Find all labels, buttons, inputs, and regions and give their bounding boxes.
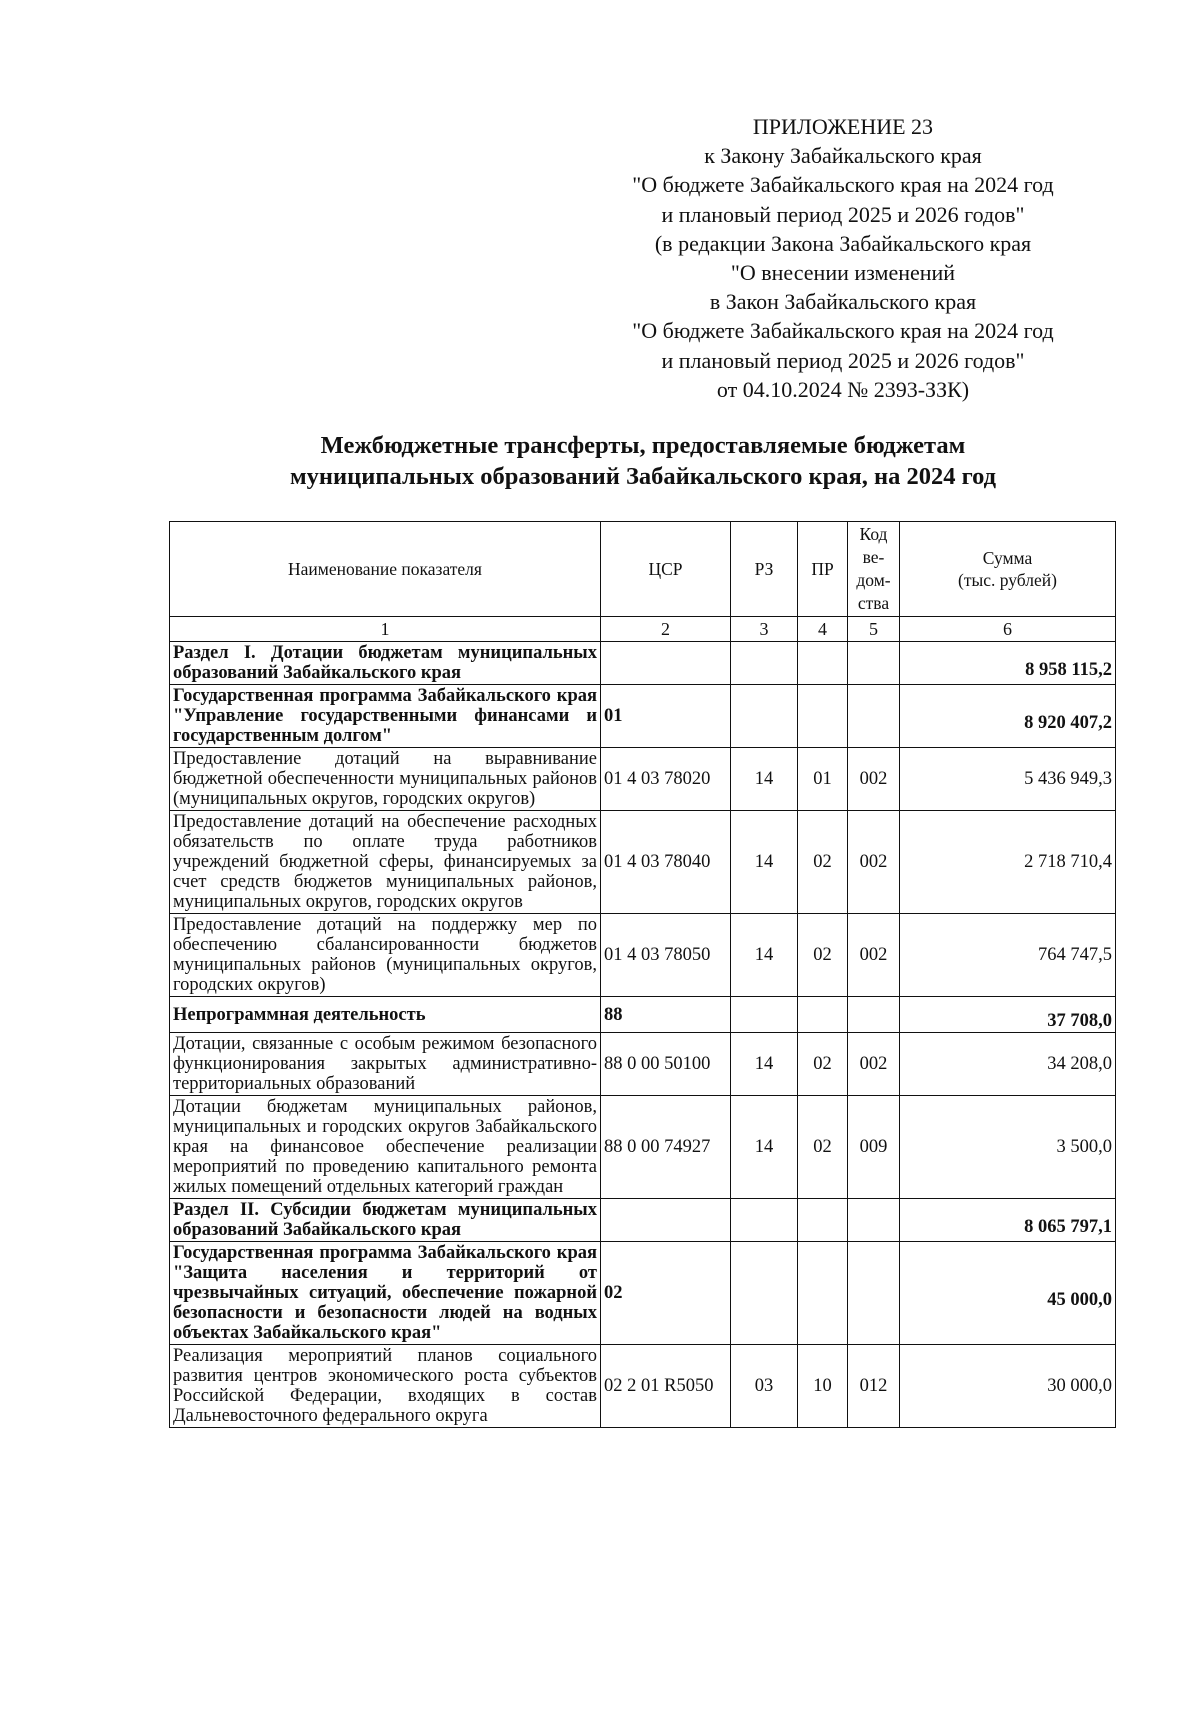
row-rz (731, 1242, 798, 1345)
row-sum: 8 065 797,1 (900, 1199, 1116, 1242)
row-ved: 012 (848, 1345, 900, 1428)
row-pr: 10 (798, 1345, 848, 1428)
row-csr: 02 (601, 1242, 731, 1345)
table-row (170, 914, 1116, 997)
row-csr: 02 2 01 R5050 (601, 1345, 731, 1428)
row-csr: 01 4 03 78040 (601, 811, 731, 914)
column-number: 3 (731, 617, 798, 642)
header-sum (900, 522, 1116, 617)
appendix-line: от 04.10.2024 № 2393-ЗЗК) (716, 376, 970, 402)
row-ved (848, 1199, 900, 1242)
column-number: 5 (848, 617, 900, 642)
row-name: Непрограммная деятельность (170, 997, 601, 1033)
row-name: Предоставление дотаций на обеспечение расходных обязательств по оплате труда работников учреждений бюджетной сферы, финансируемых за счет средств бюджетов муниципальных районов, муниципальных округов, городских округов (170, 811, 601, 914)
header-name: Наименование показателя (170, 522, 601, 617)
row-sum: 5 436 949,3 (900, 748, 1116, 811)
row-csr: 01 (601, 685, 731, 748)
appendix-line: "О внесении изменений (730, 260, 956, 286)
row-pr: 02 (798, 1096, 848, 1199)
row-csr (601, 642, 731, 685)
row-ved (848, 1242, 900, 1345)
row-ved: 002 (848, 914, 900, 997)
column-number: 2 (601, 617, 731, 642)
table-row (170, 685, 1116, 748)
header-ved-line: ства (857, 593, 890, 613)
row-pr (798, 685, 848, 748)
row-name: Дотации, связанные с особым режимом безопасного функционирования закрытых административно-территориальных образований (170, 1033, 601, 1096)
table-row (170, 642, 1116, 685)
header-ved-line: Код (859, 524, 888, 544)
column-number: 6 (900, 617, 1116, 642)
row-rz: 14 (731, 811, 798, 914)
row-pr (798, 642, 848, 685)
header-sum-line: Сумма (982, 548, 1033, 568)
row-rz (731, 642, 798, 685)
row-pr (798, 1242, 848, 1345)
transfers-table (169, 521, 1116, 1428)
document-title (170, 430, 1116, 492)
header-pr: ПР (798, 522, 848, 617)
table-header-row (170, 522, 1116, 617)
title-line-1: Межбюджетные трансферты, предоставляемые бюджетам (320, 432, 966, 459)
row-ved: 002 (848, 748, 900, 811)
appendix-line: "О бюджете Забайкальского края на 2024 год (632, 172, 1054, 198)
row-sum: 8 958 115,2 (900, 642, 1116, 685)
header-sum-line: (тыс. рублей) (958, 570, 1057, 590)
row-sum: 8 920 407,2 (900, 685, 1116, 748)
table-row (170, 1345, 1116, 1428)
appendix-line: и плановый период 2025 и 2026 годов" (661, 201, 1025, 227)
appendix-line: к Закону Забайкальского края (704, 143, 982, 169)
appendix-line: ПРИЛОЖЕНИЕ 23 (752, 114, 934, 139)
row-ved (848, 997, 900, 1033)
row-csr: 01 4 03 78020 (601, 748, 731, 811)
row-sum: 2 718 710,4 (900, 811, 1116, 914)
row-sum: 764 747,5 (900, 914, 1116, 997)
table-row (170, 811, 1116, 914)
column-numbers-row (170, 617, 1116, 642)
row-rz: 14 (731, 748, 798, 811)
table-row (170, 748, 1116, 811)
row-name: Государственная программа Забайкальского края "Управление государственными финансами и государственным долгом" (170, 685, 601, 748)
table-row (170, 1096, 1116, 1199)
table-row (170, 1242, 1116, 1345)
table-row (170, 1033, 1116, 1096)
title-line-2: муниципальных образований Забайкальского края, на 2024 год (289, 463, 997, 490)
row-rz: 14 (731, 1096, 798, 1199)
appendix-header (598, 112, 1088, 404)
row-sum: 30 000,0 (900, 1345, 1116, 1428)
row-pr: 02 (798, 811, 848, 914)
row-rz: 14 (731, 1033, 798, 1096)
row-pr (798, 1199, 848, 1242)
row-rz (731, 997, 798, 1033)
row-pr: 02 (798, 914, 848, 997)
appendix-line: "О бюджете Забайкальского края на 2024 год (632, 318, 1054, 344)
row-rz: 14 (731, 914, 798, 997)
row-name: Раздел II. Субсидии бюджетам муниципальных образований Забайкальского края (170, 1199, 601, 1242)
row-ved: 002 (848, 811, 900, 914)
row-rz: 03 (731, 1345, 798, 1428)
column-number: 1 (170, 617, 601, 642)
row-sum: 3 500,0 (900, 1096, 1116, 1199)
row-csr: 88 (601, 997, 731, 1033)
row-rz (731, 685, 798, 748)
row-sum: 34 208,0 (900, 1033, 1116, 1096)
header-csr: ЦСР (601, 522, 731, 617)
appendix-line: в Закон Забайкальского края (709, 289, 977, 315)
row-rz (731, 1199, 798, 1242)
appendix-line: (в редакции Закона Забайкальского края (654, 230, 1032, 256)
table-row (170, 997, 1116, 1033)
table-row (170, 1199, 1116, 1242)
row-name: Раздел I. Дотации бюджетам муниципальных образований Забайкальского края (170, 642, 601, 685)
header-ved-line: дом- (856, 570, 891, 590)
row-csr: 88 0 00 50100 (601, 1033, 731, 1096)
row-ved: 002 (848, 1033, 900, 1096)
row-csr (601, 1199, 731, 1242)
row-name: Государственная программа Забайкальского края "Защита населения и территорий от чрезвычайных ситуаций, обеспечение пожарной безопасности и безопасности людей на водных объектах Забайкальского края" (170, 1242, 601, 1345)
row-ved (848, 685, 900, 748)
row-ved: 009 (848, 1096, 900, 1199)
header-rz: РЗ (731, 522, 798, 617)
row-name: Предоставление дотаций на поддержку мер по обеспечению сбалансированности бюджетов муниципальных районов (муниципальных округов, городских округов) (170, 914, 601, 997)
column-number: 4 (798, 617, 848, 642)
row-name: Реализация мероприятий планов социального развития центров экономического роста субъектов Российской Федерации, входящих в состав Дальневосточного федерального округа (170, 1345, 601, 1428)
row-pr: 02 (798, 1033, 848, 1096)
row-sum: 45 000,0 (900, 1242, 1116, 1345)
appendix-line: и плановый период 2025 и 2026 годов" (661, 347, 1025, 373)
row-name: Дотации бюджетам муниципальных районов, муниципальных и городских округов Забайкальского края на финансовое обеспечение реализации мероприятий по проведению капитального ремонта жилых помещений отдельных категорий граждан (170, 1096, 601, 1199)
row-csr: 01 4 03 78050 (601, 914, 731, 997)
row-sum: 37 708,0 (900, 997, 1116, 1033)
row-pr: 01 (798, 748, 848, 811)
header-ved (848, 522, 900, 617)
row-csr: 88 0 00 74927 (601, 1096, 731, 1199)
row-name: Предоставление дотаций на выравнивание бюджетной обеспеченности муниципальных районов (муниципальных округов, городских округов) (170, 748, 601, 811)
header-ved-line: ве- (862, 547, 885, 567)
row-pr (798, 997, 848, 1033)
row-ved (848, 642, 900, 685)
